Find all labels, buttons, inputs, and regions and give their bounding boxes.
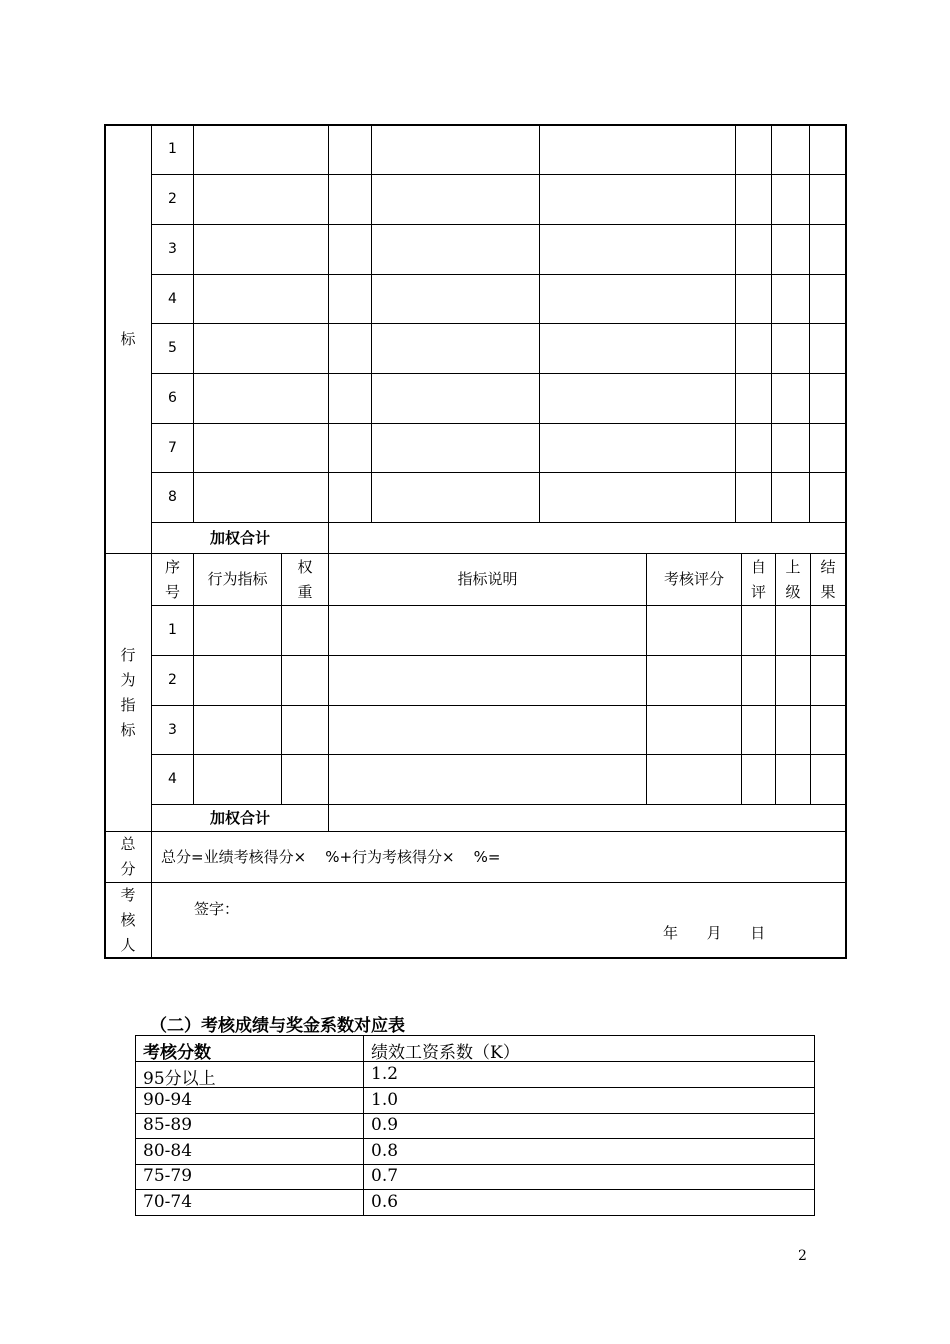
row-number: 6: [168, 390, 177, 406]
header-score: 考核评分: [663, 570, 724, 588]
row-number: 5: [168, 340, 177, 356]
page-number: 2: [798, 1248, 807, 1264]
assessor-label: 考 核 人: [120, 885, 136, 954]
table-row: 70-74 0.6: [143, 1192, 399, 1212]
signature-label: 签字：: [194, 900, 240, 918]
table-header-row: 考核分数 绩效工资系数（K）: [143, 1043, 520, 1063]
row-number: 1: [168, 622, 177, 638]
header-superior: 上 级: [785, 557, 801, 601]
header-self-eval: 自 评: [750, 557, 766, 601]
date-label: 年 月 日: [663, 924, 766, 942]
row-number: 4: [168, 290, 177, 307]
table-row: 75-79 0.7: [143, 1166, 399, 1186]
row-number: 4: [168, 771, 177, 787]
table-row: 95分以上 1.2: [143, 1064, 399, 1089]
coefficient-table-title: （二）考核成绩与奖金系数对应表: [150, 1016, 405, 1036]
row-number: 2: [168, 672, 177, 688]
table-row: 80-84 0.8: [143, 1141, 399, 1161]
row-number: 1: [168, 141, 177, 157]
total-score-label: 总 分: [120, 835, 136, 878]
header-result: 结 果: [820, 557, 836, 601]
row-number: 7: [168, 439, 177, 456]
header-seq: 序 号: [164, 557, 180, 601]
section-label-behavior: 行 为 指 标: [120, 645, 136, 739]
weighted-total-label: 加权合计: [209, 528, 270, 547]
table-row: 90-94 1.0: [143, 1090, 399, 1110]
section-label-performance: 标: [120, 329, 136, 348]
row-number: 2: [168, 191, 177, 207]
row-number: 3: [168, 241, 177, 257]
table-row: 85-89 0.9: [143, 1115, 399, 1135]
total-score-formula: 总分=业绩考核得分× %+行为考核得分× %=: [161, 848, 501, 866]
weighted-total-label: 加权合计: [209, 808, 270, 827]
header-indicator-desc: 指标说明: [457, 570, 518, 588]
header-weight: 权 重: [297, 557, 313, 601]
row-number: 3: [168, 721, 177, 738]
row-number: 8: [168, 489, 177, 505]
header-behavior-indicator: 行为指标: [207, 570, 268, 588]
